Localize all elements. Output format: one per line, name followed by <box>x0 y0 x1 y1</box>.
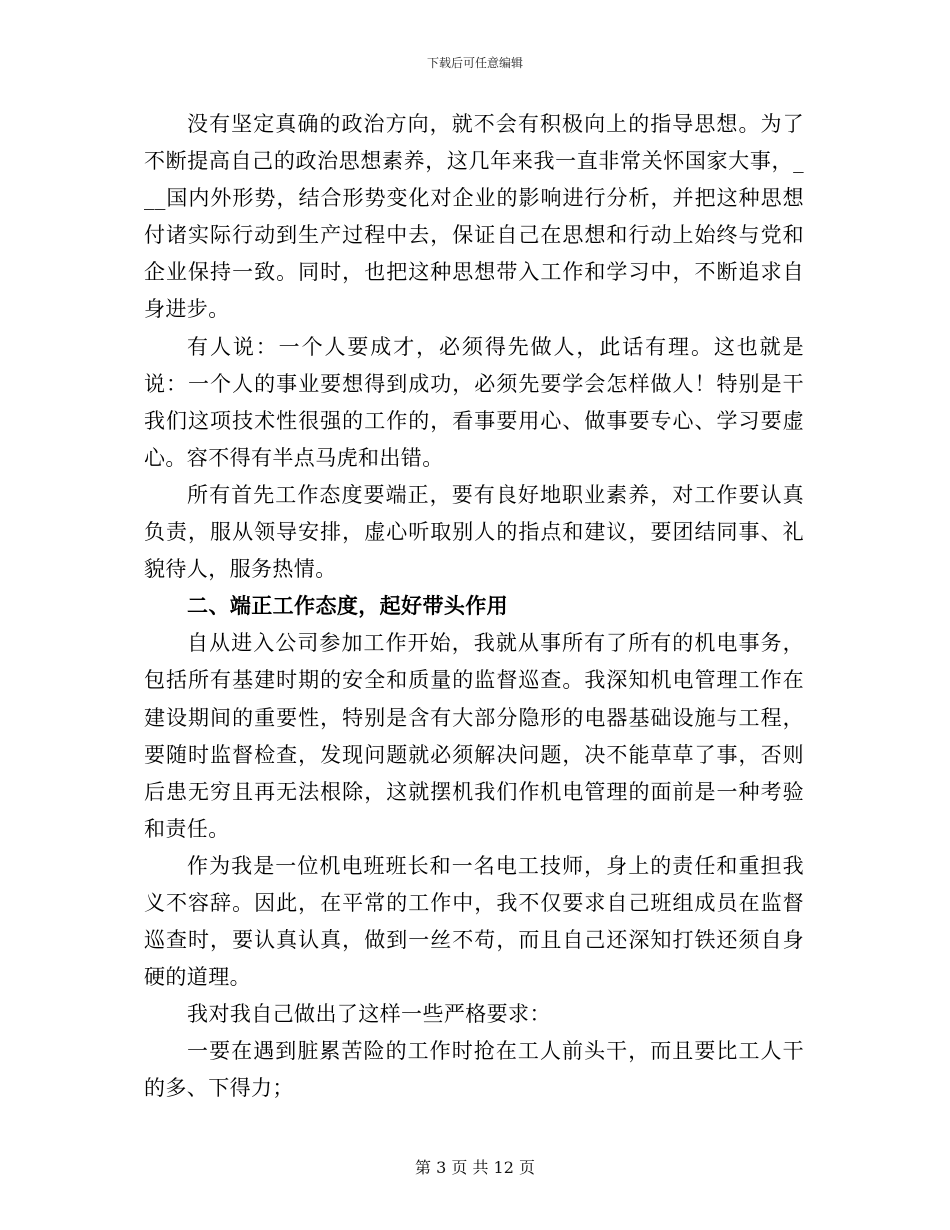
paragraph-team-leader-responsibility: 作为我是一位机电班班长和一名电工技师，身上的责任和重担我义不容辞。因此，在平常的工作中，我不仅要求自己班组成员在监督巡查时，要认真认真，做到一丝不苟，而且自己还深知打铁还须自身硬的道理。 <box>144 853 804 990</box>
paragraph-work-attitude: 所有首先工作态度要端正，要有良好地职业素养，对工作要认真负责，服从领导安排，虚心听取别人的指点和建议，要团结同事、礼貌待人，服务热情。 <box>144 482 804 582</box>
header-note: 下载后可任意编辑 <box>426 56 523 70</box>
document-body <box>144 106 804 1108</box>
page-number: 第 3 页 共 12 页 <box>415 1158 535 1177</box>
paragraph-requirement-one: 一要在遇到脏累苦险的工作时抢在工人前头干，而且要比工人干的多、下得力； <box>144 1039 804 1101</box>
paragraph-electromechanical-affairs: 自从进入公司参加工作开始，我就从事所有了所有的机电事务，包括所有基建时期的安全和质量的监督巡查。我深知机电管理工作在建设期间的重要性，特别是含有大部分隐形的电器基础设施与工程，要随时监督检查，发现问题就必须解决问题，决不能草草了事，否则后患无穷且再无法根除，这就摆机我们作机电管理的面前是一种考验和责任。 <box>144 631 804 841</box>
section-heading: 二、端正工作态度，起好带头作用 <box>187 594 509 619</box>
paragraph-political-direction: 没有坚定真确的政治方向，就不会有积极向上的指导思想。为了不断提高自己的政治思想素养，这几年来我一直非常关怀国家大事，___国内外形势，结合形势变化对企业的影响进行分析，并把这种思想付诸实际行动到生产过程中去，保证自己在思想和行动上始终与党和企业保持一致。同时，也把这种思想带入工作和学习中，不断追求自身进步。 <box>144 112 804 322</box>
paragraph-strict-requirements: 我对我自己做出了这样一些严格要求： <box>187 1002 551 1027</box>
paragraph-be-a-person-first: 有人说：一个人要成才，必须得先做人，此话有理。这也就是说：一个人的事业要想得到成功，必须先要学会怎样做人！特别是干我们这项技术性很强的工作的，看事要用心、做事要专心、学习要虚心。容不得有半点马虎和出错。 <box>144 334 804 470</box>
